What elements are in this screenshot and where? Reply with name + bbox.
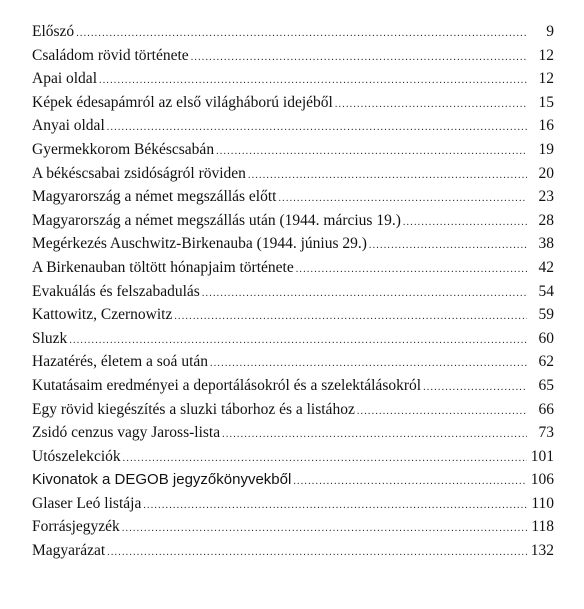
entry-page-number: 59 <box>538 306 554 324</box>
entry-title: Megérkezés Auschwitz-Birkenauba (1944. június 29.) <box>32 235 367 253</box>
dot-leader <box>210 352 527 376</box>
dot-leader <box>423 376 527 400</box>
dot-leader <box>99 69 527 93</box>
entry-page-number: 19 <box>538 140 554 158</box>
dot-leader <box>335 93 527 117</box>
toc-entry <box>32 114 554 138</box>
entry-page-number: 118 <box>531 518 554 536</box>
toc-entry <box>32 44 554 68</box>
dot-leader <box>123 447 527 471</box>
entry-page-number: 42 <box>538 258 554 276</box>
dot-leader <box>216 140 527 164</box>
entry-title: Anyai oldal <box>32 117 105 135</box>
entry-page-number: 66 <box>538 400 554 418</box>
toc-entry <box>32 162 554 186</box>
entry-title: Sluzk <box>32 329 68 347</box>
entry-page-number: 23 <box>538 188 554 206</box>
entry-page-number: 110 <box>531 494 554 512</box>
dot-leader <box>357 400 527 424</box>
entry-title: A Birkenauban töltött hónapjaim története <box>32 258 294 276</box>
entry-page-number: 60 <box>538 329 554 347</box>
entry-title: Forrásjegyzék <box>32 518 120 536</box>
entry-title: Kutatásaim eredményei a deportálásokról és a szelektálásokról <box>32 376 422 394</box>
entry-page-number: 106 <box>530 471 554 489</box>
toc-entry <box>32 327 554 351</box>
toc-entry <box>32 539 554 563</box>
toc-entry <box>32 421 554 445</box>
entry-page-number: 15 <box>538 93 554 111</box>
entry-page-number: 54 <box>538 282 554 300</box>
toc-entry <box>32 91 554 115</box>
dot-leader <box>191 46 527 70</box>
entry-page-number: 38 <box>538 235 554 253</box>
dot-leader <box>143 494 527 518</box>
toc-entry <box>32 350 554 374</box>
dot-leader <box>369 234 527 258</box>
entry-page-number: 9 <box>546 23 554 40</box>
entry-title: Előszó <box>32 23 75 40</box>
toc-entry <box>32 303 554 327</box>
entry-title: Képek édesapámról az első világháború idejéből <box>32 93 333 111</box>
entry-page-number: 65 <box>538 376 554 394</box>
entry-page-number: 12 <box>538 70 554 88</box>
dot-leader <box>278 187 527 211</box>
dot-leader <box>222 423 527 447</box>
entry-page-number: 101 <box>530 447 554 465</box>
dot-leader <box>248 164 527 188</box>
toc-entry <box>32 468 554 492</box>
entry-page-number: 12 <box>538 46 554 64</box>
toc-entry <box>32 232 554 256</box>
entry-title: Magyarázat <box>32 542 106 560</box>
dot-leader <box>69 329 527 353</box>
toc-entry <box>32 515 554 539</box>
entry-title: A békéscsabai zsidóságról röviden <box>32 164 246 182</box>
entry-page-number: 16 <box>538 117 554 135</box>
dot-leader <box>76 22 527 46</box>
dot-leader <box>296 258 527 282</box>
entry-title: Magyarország a német megszállás előtt <box>32 188 277 206</box>
table-of-contents <box>32 20 554 563</box>
toc-entry <box>32 67 554 91</box>
entry-title: Glaser Leó listája <box>32 494 142 512</box>
dot-leader <box>107 541 527 565</box>
toc-entry <box>32 280 554 304</box>
entry-title: Magyarország a német megszállás után (1944. március 19.) <box>32 211 401 229</box>
toc-entry <box>32 398 554 422</box>
entry-page-number: 62 <box>538 353 554 371</box>
entry-page-number: 20 <box>538 164 554 182</box>
toc-entry <box>32 138 554 162</box>
toc-entry <box>32 374 554 398</box>
toc-entry <box>32 445 554 469</box>
entry-title: Hazatérés, életem a soá után <box>32 353 209 371</box>
dot-leader <box>174 305 527 329</box>
entry-title: Utószelekciók <box>32 447 121 465</box>
entry-title: Egy rövid kiegészítés a sluzki táborhoz és a listához <box>32 400 355 418</box>
entry-title: Zsidó cenzus vagy Jaross-lista <box>32 424 221 442</box>
entry-page-number: 132 <box>530 542 554 560</box>
dot-leader <box>107 116 527 140</box>
entry-page-number: 73 <box>538 424 554 442</box>
dot-leader <box>202 282 527 306</box>
entry-title: Evakuálás és felszabadulás <box>32 282 200 300</box>
dot-leader <box>122 517 527 541</box>
entry-title: Kivonatok a DEGOB jegyzőkönyvekből <box>32 471 292 489</box>
entry-title: Családom rövid története <box>32 46 189 64</box>
dot-leader <box>403 211 527 235</box>
toc-entry <box>32 20 554 44</box>
toc-entry <box>32 185 554 209</box>
toc-entry <box>32 209 554 233</box>
entry-title: Kattowitz, Czernowitz <box>32 306 173 324</box>
entry-page-number: 28 <box>538 211 554 229</box>
toc-entry <box>32 492 554 516</box>
dot-leader <box>293 470 527 494</box>
entry-title: Apai oldal <box>32 70 97 88</box>
entry-title: Gyermekkorom Békéscsabán <box>32 140 215 158</box>
toc-entry <box>32 256 554 280</box>
